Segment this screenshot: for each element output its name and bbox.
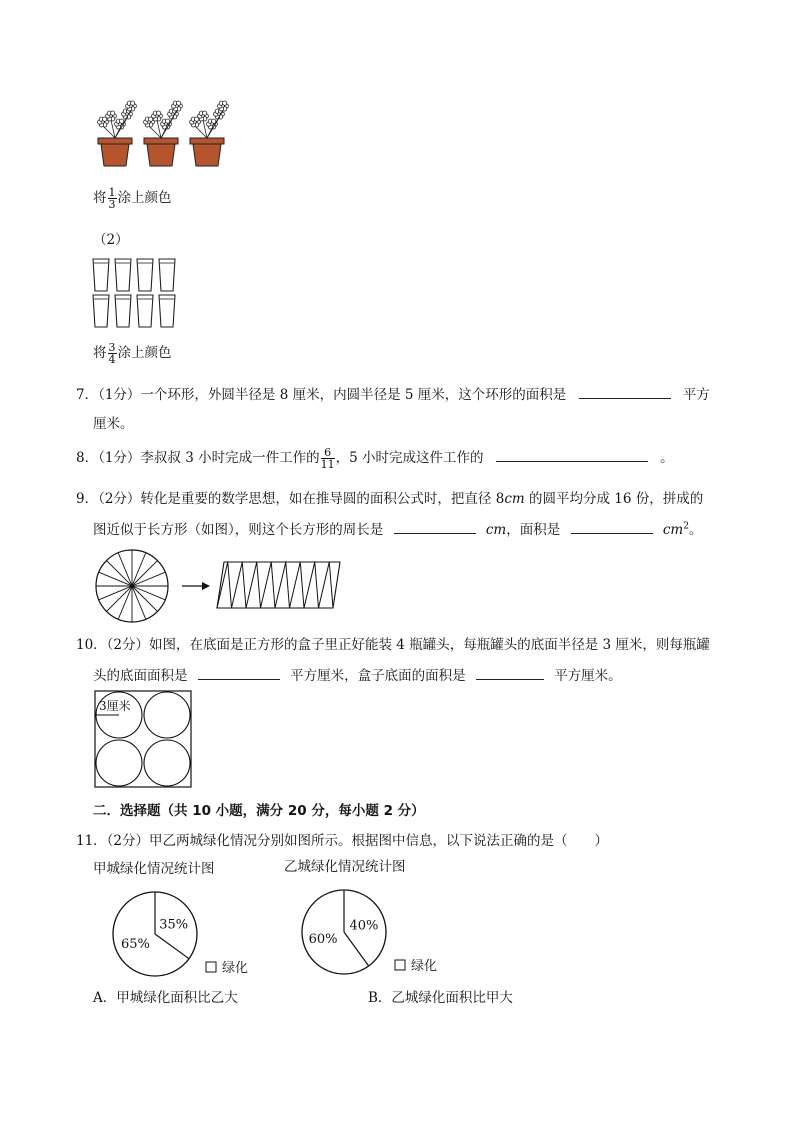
legend-label: 绿化 (222, 961, 249, 976)
radius-label: 3厘米 (99, 699, 131, 713)
can-circle (144, 740, 190, 786)
chart-a-title: 甲城绿化情况统计图 (93, 861, 215, 877)
legend-swatch (206, 962, 216, 972)
question-10-line1: 10．（2分）如图，在底面是正方形的盒子里正好能装 4 瓶罐头，每瓶罐头的底面半径是 3 厘米，则每瓶罐 (76, 637, 710, 653)
box-with-cans-figure (94, 690, 192, 788)
legend-label: 绿化 (411, 959, 438, 974)
flower-pot (144, 101, 183, 166)
answer-blank[interactable] (394, 519, 476, 534)
question-9-line1: 9．（2分）转化是重要的数学思想，如在推导圆的面积公式时，把直径 8cm 的圆平均分成 16 份，拼成的 (76, 491, 704, 507)
pie-chart-a (110, 886, 270, 986)
legend-swatch (395, 960, 405, 970)
option-b[interactable]: B．乙城绿化面积比甲大 (368, 990, 513, 1006)
answer-blank[interactable] (579, 384, 671, 399)
q6-part2-instruction: 将 $\frac{3}{4}$ 涂上颜色 (93, 341, 172, 366)
answer-blank[interactable] (198, 665, 280, 680)
fraction-six-elevenths: $\frac{6}{11}$ (320, 446, 335, 471)
question-7: 7．（1分）一个环形，外圆半径是 8 厘米，内圆半径是 5 厘米，这个环形的面积是 平方 (76, 383, 710, 403)
q6-part1-instruction: 将 $\frac{1}{3}$ 涂上颜色 (93, 186, 172, 211)
cup (93, 295, 109, 327)
chart-b-title: 乙城绿化情况统计图 (284, 859, 406, 875)
question-11: 11．（2分）甲乙两城绿化情况分别如图所示。根据图中信息，以下说法正确的是（ ） (76, 833, 609, 849)
pie-label: 35% (159, 917, 189, 933)
pie-label: 40% (349, 918, 379, 934)
flower-pots-figure (90, 100, 240, 170)
cup (93, 259, 109, 291)
pie-label: 60% (308, 931, 338, 947)
option-a[interactable]: A．甲城绿化面积比乙大 (93, 990, 238, 1006)
cup (159, 259, 175, 291)
arrow-head (202, 582, 210, 590)
cups-figure (90, 256, 185, 328)
approx-rectangle (217, 562, 340, 608)
cup (115, 295, 131, 327)
pie-chart-b (299, 884, 459, 984)
cup (137, 295, 153, 327)
pie-label: 65% (120, 936, 150, 952)
can-circle (144, 692, 190, 738)
answer-blank[interactable] (571, 519, 653, 534)
question-7-cont: 厘米。 (93, 416, 134, 432)
cup (115, 259, 131, 291)
cup (137, 259, 153, 291)
cup (159, 295, 175, 327)
flower-pot (190, 101, 229, 166)
question-8: 8．（1分）李叔叔 3 小时完成一件工作的 $\frac{6}{11}$ ，5 小时完成这件工作的 。 (76, 446, 674, 471)
section-2-title: 二．选择题（共 10 小题，满分 20 分，每小题 2 分） (93, 803, 425, 819)
can-circle (96, 740, 142, 786)
circle-to-rectangle-figure (94, 548, 344, 624)
answer-blank[interactable] (476, 665, 544, 680)
fraction-one-third: $\frac{1}{3}$ (108, 186, 116, 211)
fraction-three-quarters: $\frac{3}{4}$ (108, 341, 116, 366)
answer-blank[interactable] (496, 447, 648, 462)
question-9-line2: 图近似于长方形（如图），则这个长方形的周长是 cm，面积是 $cm^2$。 (93, 518, 702, 538)
q6-part2-label: （2） (93, 232, 129, 248)
question-10-line2: 头的底面面积是 平方厘米，盒子底面的面积是 平方厘米。 (93, 664, 622, 684)
circle-sectors (96, 550, 168, 622)
flower-pot (98, 101, 137, 166)
